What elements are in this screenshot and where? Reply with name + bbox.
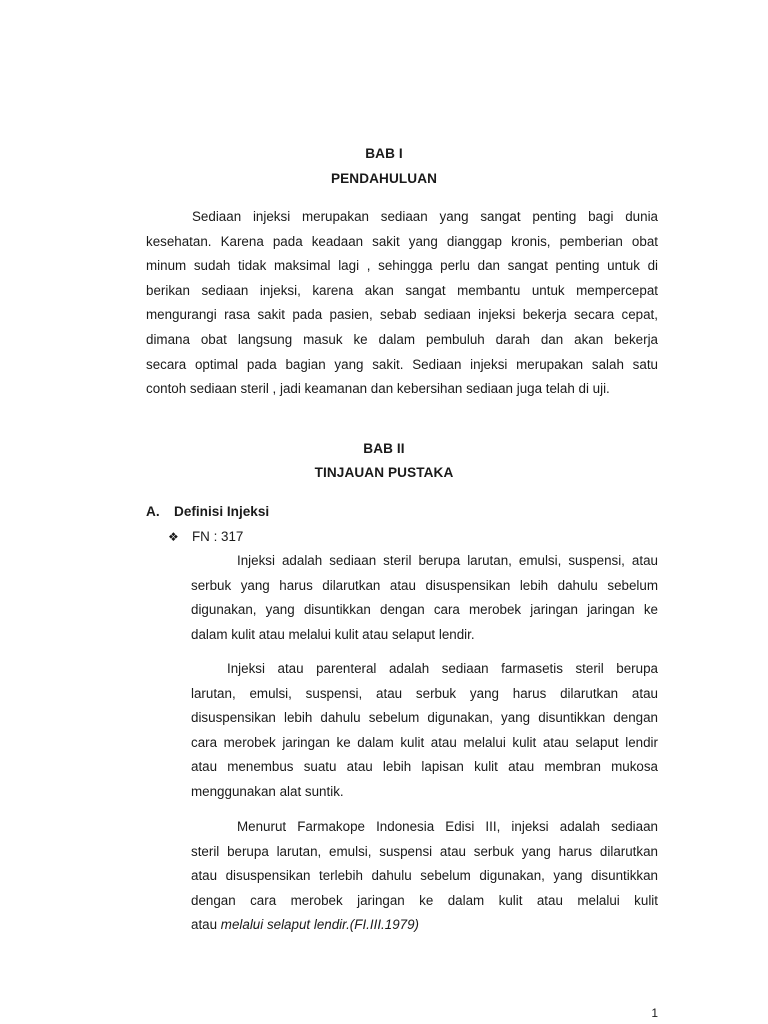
paragraph-line: berikan sediaan injeksi, karena akan sangat membantu untuk mempercepat bbox=[146, 282, 658, 298]
paragraph-line: serbuk yang harus dilarutkan atau disuspensikan lebih dahulu sebelum bbox=[191, 577, 658, 593]
paragraph-line: contoh sediaan steril , jadi keamanan dan kebersihan sediaan juga telah di uji. bbox=[146, 381, 610, 397]
paragraph-line: atau disuspensikan terlebih dahulu sebelum digunakan, yang disuntikkan bbox=[191, 868, 658, 884]
paragraph-line: cara merobek jaringan ke dalam kulit atau melalui kulit atau selaput lendir bbox=[191, 734, 658, 750]
paragraph-line: dalam kulit atau melalui kulit atau selaput lendir. bbox=[191, 626, 475, 642]
paragraph-line: Injeksi adalah sediaan steril berupa larutan, emulsi, suspensi, atau bbox=[237, 553, 658, 568]
chapter-subtitle: PENDAHULUAN bbox=[330, 171, 438, 186]
line-text: atau bbox=[191, 917, 221, 933]
bullet-label: FN : 317 bbox=[192, 529, 244, 544]
paragraph-line: dimana obat langsung masuk ke dalam pembuluh darah dan akan bekerja bbox=[146, 331, 658, 347]
definition-paragraph bbox=[191, 549, 658, 647]
definition-paragraph bbox=[191, 815, 658, 938]
chapter-subtitle: TINJAUAN PUSTAKA bbox=[314, 465, 454, 480]
chapter-title: BAB I bbox=[365, 146, 403, 161]
citation-text: melalui selaput lendir.(FI.III.1979) bbox=[220, 917, 420, 933]
paragraph-line: secara optimal pada bagian yang sakit. Sediaan injeksi merupakan salah satu bbox=[146, 356, 658, 372]
paragraph-line: atau menembus suatu atau lebih lapisan kulit atau membran mukosa bbox=[191, 759, 658, 775]
paragraph-line: menggunakan alat suntik. bbox=[191, 783, 344, 799]
diamond-bullet-icon: ❖ bbox=[168, 530, 179, 544]
definition-paragraph bbox=[191, 657, 658, 805]
section-heading bbox=[146, 504, 269, 519]
paragraph-line: steril berupa larutan, emulsi, suspensi atau serbuk yang harus dilarutkan bbox=[191, 843, 658, 859]
section-heading-text: Definisi Injeksi bbox=[174, 504, 270, 519]
paragraph-line: disuspensikan lebih dahulu sebelum digunakan, yang disuntikkan dengan bbox=[191, 710, 658, 726]
section-letter: A. bbox=[146, 504, 160, 519]
paragraph-line: Menurut Farmakope Indonesia Edisi III, injeksi adalah sediaan bbox=[237, 819, 658, 834]
paragraph-line bbox=[191, 913, 658, 938]
paragraph-line: mengurangi rasa sakit pada pasien, sebab sediaan injeksi bekerja secara cepat, bbox=[146, 307, 658, 323]
paragraph-line: kesehatan. Karena pada keadaan sakit yang dianggap kronis, pemberian obat bbox=[146, 233, 658, 249]
page-number: 1 bbox=[651, 1006, 658, 1020]
paragraph-line: Sediaan injeksi merupakan sediaan yang sangat penting bagi dunia bbox=[192, 209, 658, 224]
chapter-title: BAB II bbox=[363, 441, 405, 456]
paragraph-line: larutan, emulsi, suspensi, atau serbuk yang harus dilarutkan atau bbox=[191, 685, 658, 701]
paragraph-line: dengan cara merobek jaringan ke dalam kulit atau melalui kulit bbox=[191, 892, 658, 908]
paragraph-line: minum sudah tidak maksimal lagi , sehingga perlu dan sangat penting untuk di bbox=[146, 258, 658, 274]
bullet-item bbox=[168, 529, 243, 544]
intro-paragraph bbox=[146, 205, 658, 402]
paragraph-line: digunakan, yang disuntikkan dengan cara merobek jaringan jaringan ke bbox=[191, 602, 658, 618]
paragraph-line: Injeksi atau parenteral adalah sediaan farmasetis steril berupa bbox=[227, 661, 658, 676]
